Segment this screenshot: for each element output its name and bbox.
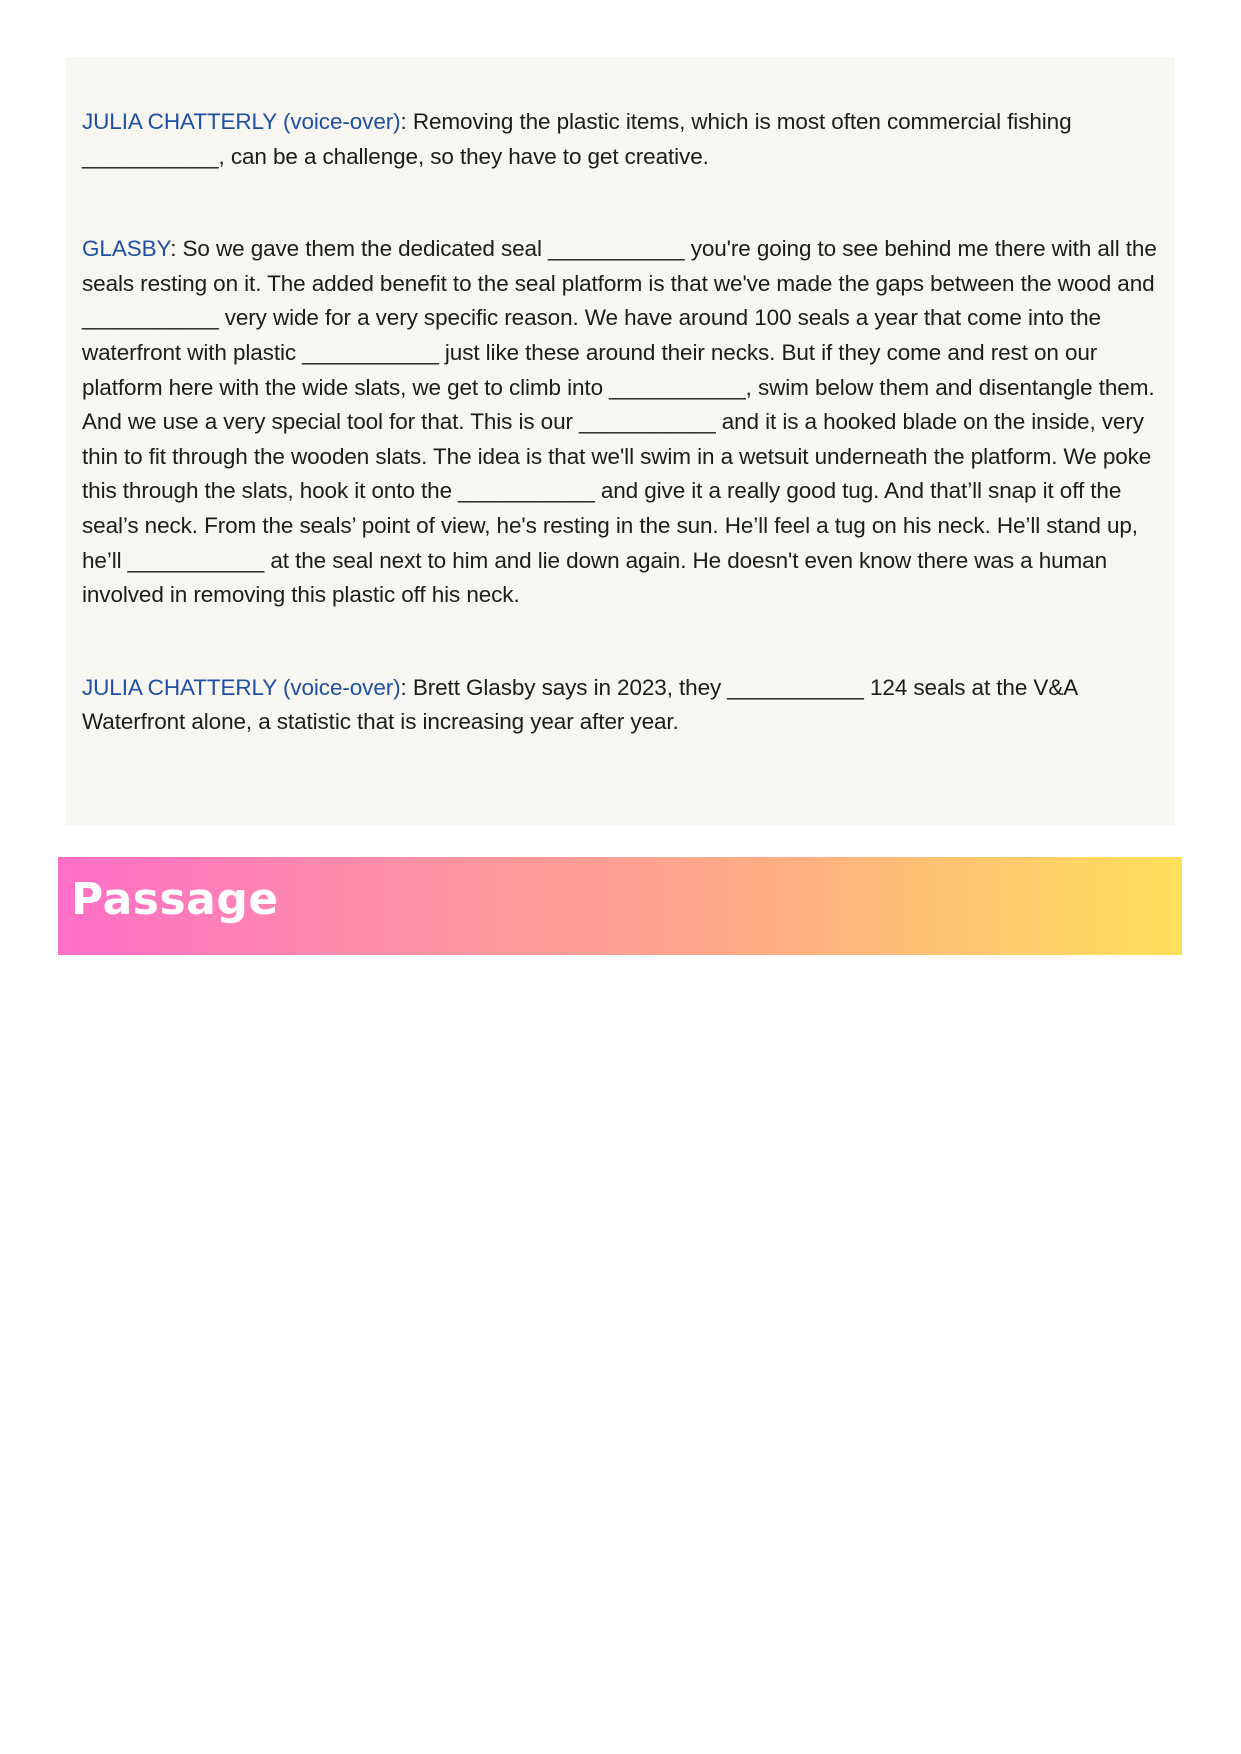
speaker-name: JULIA CHATTERLY (voice-over) <box>82 109 401 134</box>
transcript-paragraph-1 <box>82 105 1159 174</box>
transcript-box <box>66 57 1175 825</box>
speaker-name: GLASBY <box>82 236 171 262</box>
transcript-paragraph-3 <box>82 671 1159 740</box>
paragraph-text: : So we gave them the dedicated seal ___________ you're going to see behind me there with all the seals resting on it. The added benefit to the seal platform is that we've made the gaps between the wood and ___________ very wide for a very specific reason. We have around 100 seals a year that come into the waterfront with plastic ___________ just like these around their necks. But if they come and rest on our platform here with the wide slats, we get to climb into ___________, swim below them and disentangle them. And we use a very special tool for that. This is our ___________ and it is a hooked blade on the inside, very thin to fit through the wooden slats. The idea is that we'll swim in a wetsuit underneath the platform. We poke this through the slats, hook it onto the ___________ and give it a really good tug. And that’ll snap it off the seal’s neck. From the seals’ point of view, he's resting in the sun. He’ll feel a tug on his neck. He’ll stand up, he’ll ___________ at the seal next to him and lie down again. He doesn't even know there was a human involved in removing this plastic off his neck. <box>82 236 1157 608</box>
section-banner <box>58 857 1182 955</box>
speaker-name: JULIA CHATTERLY (voice-over) <box>82 674 401 700</box>
paragraph-text: : Brett Glasby says in 2023, they ___________ 124 seals at the V&A Waterfront alone, a statistic that is increasing year after year. <box>82 674 1077 735</box>
section-title: Passage <box>71 874 279 925</box>
paragraph-text: : Removing the plastic items, which is most often commercial fishing ___________, can be a challenge, so they have to get creative. <box>82 109 1072 169</box>
transcript-paragraph-2 <box>82 232 1159 613</box>
